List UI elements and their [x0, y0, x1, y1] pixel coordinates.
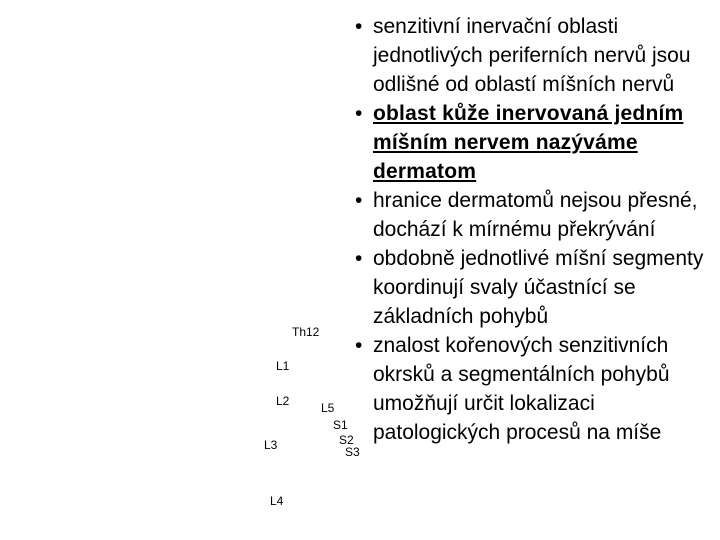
- segment-label-l3: L3: [264, 438, 278, 452]
- segment-label-s1: S1: [333, 418, 348, 432]
- segment-label-l5: L5: [321, 401, 335, 415]
- segment-label-l1: L1: [276, 359, 290, 373]
- bullet-item: [355, 331, 717, 447]
- bullet-item: [355, 244, 717, 331]
- bullet-marker: •: [355, 334, 363, 357]
- bullet-list: [355, 12, 717, 447]
- segment-label-s2: S2: [339, 433, 354, 447]
- segment-label-l2: L2: [276, 394, 290, 408]
- bullet-item: [355, 12, 717, 99]
- bullet-item: [355, 99, 717, 186]
- bullet-marker: •: [355, 247, 363, 270]
- segment-label-l4: L4: [270, 494, 284, 508]
- bullet-text: hranice dermatomů nejsou přesné, dochází k mírnému překrývání: [373, 189, 698, 241]
- bullet-text-emphasized: oblast kůže inervovaná jedním míšním nervem nazýváme dermatom: [373, 102, 684, 183]
- bullet-marker: •: [355, 15, 363, 38]
- bullet-item: [355, 186, 717, 244]
- segment-label-s3: S3: [345, 445, 360, 459]
- segment-label-th12: Th12: [292, 325, 320, 339]
- bullet-text: obdobně jednotlivé míšní segmenty koordinují svaly účastnící se základních pohybů: [373, 247, 704, 328]
- bullet-text: senzitivní inervační oblasti jednotlivých periferních nervů jsou odlišné od oblastí míšních nervů: [373, 15, 691, 96]
- bullet-text: znalost kořenových senzitivních okrsků a segmentálních pohybů umožňují určit lokalizaci patologických procesů na míše: [373, 334, 670, 444]
- bullet-marker: •: [355, 189, 363, 212]
- bullet-marker: •: [355, 102, 363, 125]
